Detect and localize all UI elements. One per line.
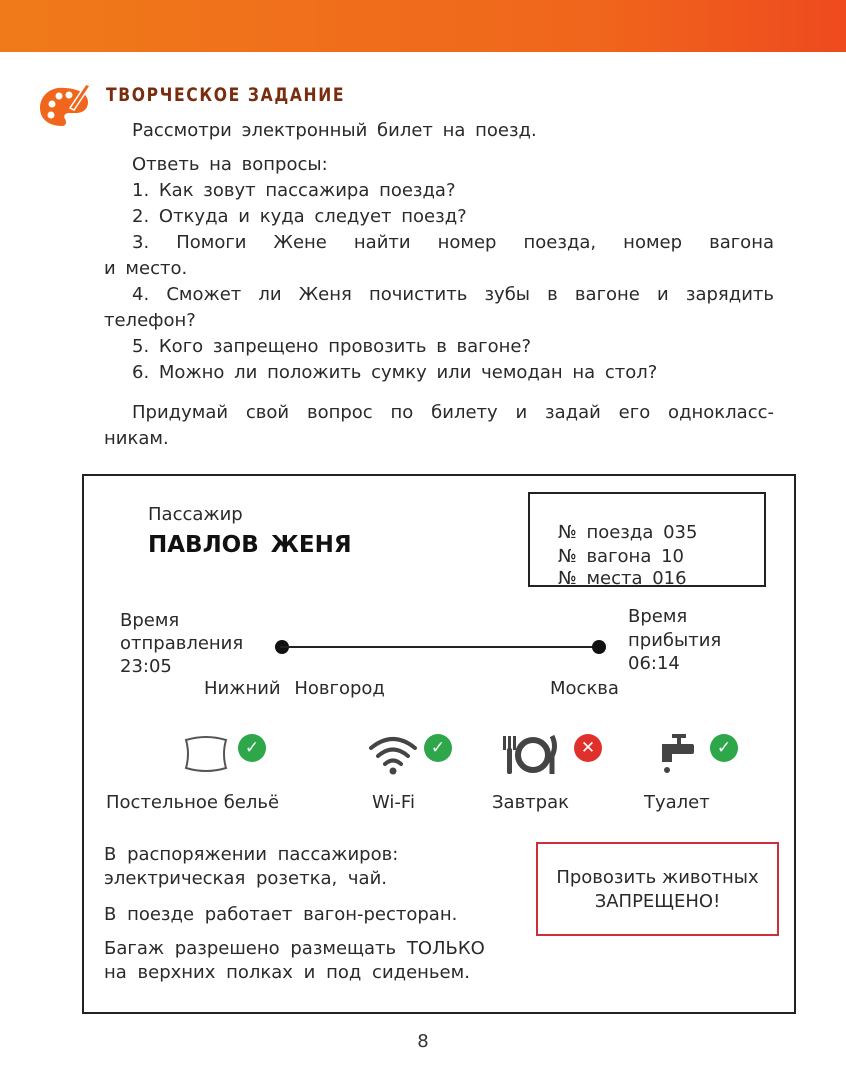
question-1: 1. Как зовут пассажира поезда? <box>132 180 456 201</box>
plate-icon <box>500 732 558 778</box>
arrival-city: Москва <box>550 678 619 699</box>
question-4-cont: телефон? <box>104 310 196 331</box>
departure-city: Нижний Новгород <box>204 678 385 699</box>
breakfast-label: Завтрак <box>492 792 569 813</box>
question-3: 3. Помоги Жене найти номер поезда, номер вагона <box>132 232 774 253</box>
info-luggage-cont: на верхних полках и под сиденьем. <box>104 962 470 983</box>
bedding-status: ✓ <box>238 734 266 762</box>
faucet-icon <box>658 732 698 778</box>
question-3-cont: и место. <box>104 258 188 279</box>
e-ticket <box>82 474 796 1014</box>
question-5: 5. Кого запрещено провозить в вагоне? <box>132 336 532 357</box>
departure-label-2: отправления <box>120 633 244 654</box>
question-6: 6. Можно ли положить сумку или чемодан на стол? <box>132 362 658 383</box>
seat-number: № места 016 <box>558 568 687 589</box>
car-number: № вагона 10 <box>558 546 684 567</box>
task-text-cont: никам. <box>104 428 169 449</box>
animals-warning-line1: Провозить животных <box>556 867 759 888</box>
passenger-label: Пассажир <box>148 504 243 525</box>
intro-text: Рассмотри электронный билет на поезд. <box>132 120 537 141</box>
info-passengers-cont: электрическая розетка, чай. <box>104 868 387 889</box>
task-text: Придумай свой вопрос по билету и задай его однокласс- <box>132 402 774 423</box>
animals-warning-line2: ЗАПРЕЩЕНО! <box>594 891 721 912</box>
palette-icon <box>36 84 92 128</box>
arrival-label: Время <box>628 606 688 627</box>
ticket-numbers-box <box>528 492 766 587</box>
arrival-label-2: прибытия <box>628 630 722 651</box>
departure-label: Время <box>120 610 180 631</box>
breakfast-status: ✕ <box>574 734 602 762</box>
departure-time: 23:05 <box>120 656 172 677</box>
wifi-label: Wi-Fi <box>372 792 415 813</box>
route-line <box>280 646 600 648</box>
toilet-label: Туалет <box>644 792 710 813</box>
bedding-label: Постельное бельё <box>106 792 280 813</box>
top-accent-bar <box>0 0 846 52</box>
wifi-icon <box>368 734 418 776</box>
route-end-dot <box>592 640 606 654</box>
info-passengers: В распоряжении пассажиров: <box>104 844 399 865</box>
page-number: 8 <box>417 1031 429 1052</box>
passenger-name: ПАВЛОВ ЖЕНЯ <box>148 532 352 558</box>
arrival-time: 06:14 <box>628 653 680 674</box>
animals-warning-box <box>536 842 779 936</box>
section-title: ТВОРЧЕСКОЕ ЗАДАНИЕ <box>106 84 346 106</box>
wifi-status: ✓ <box>424 734 452 762</box>
toilet-status: ✓ <box>710 734 738 762</box>
pillow-icon <box>180 734 232 774</box>
question-4: 4. Сможет ли Женя почистить зубы в вагоне и зарядить <box>132 284 774 305</box>
train-number: № поезда 035 <box>558 522 698 543</box>
question-2: 2. Откуда и куда следует поезд? <box>132 206 467 227</box>
info-luggage: Багаж разрешено размещать ТОЛЬКО <box>104 938 485 959</box>
questions-lead: Ответь на вопросы: <box>132 154 328 175</box>
info-restaurant: В поезде работает вагон-ресторан. <box>104 904 458 925</box>
